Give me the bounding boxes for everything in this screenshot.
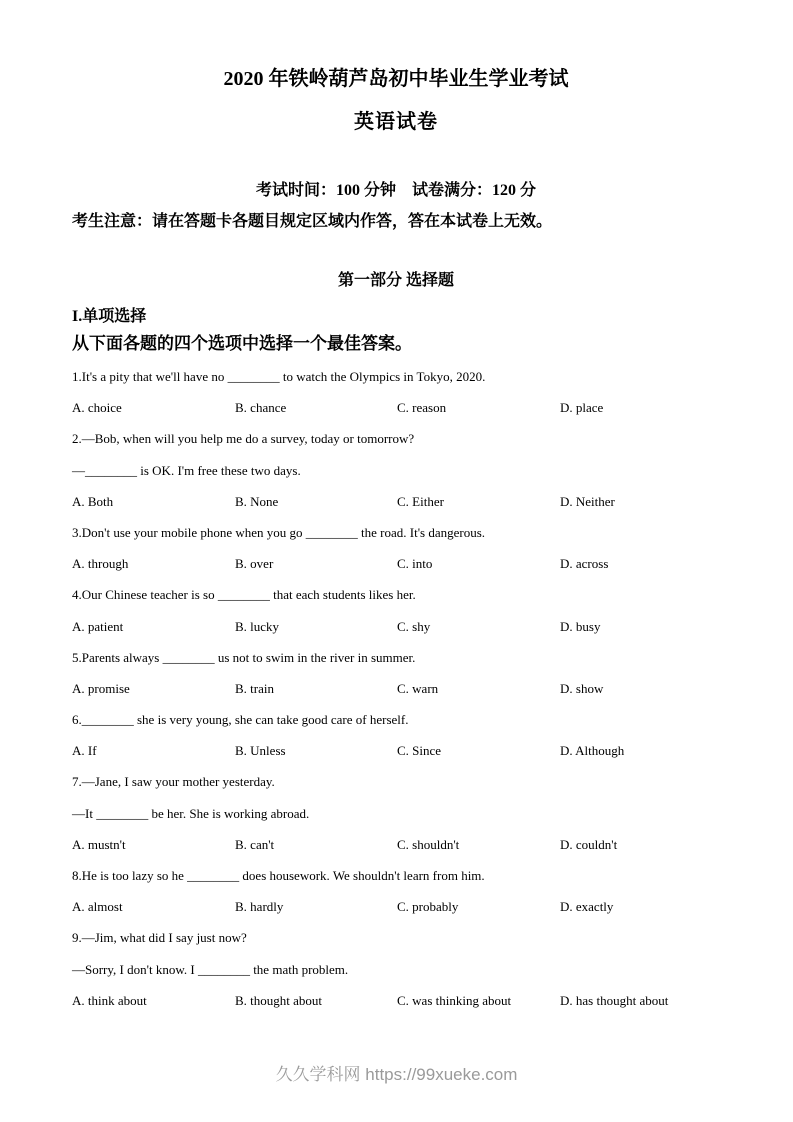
question-1-option-A: A. choice [72,400,122,416]
section-instruction: 从下面各题的四个选项中选择一个最佳答案。 [72,334,412,353]
question-1-option-B: B. chance [235,400,287,416]
footer-watermark: 久久学科网 https://99xueke.com [275,1065,518,1084]
question-6-option-C: C. Since [397,743,442,759]
question-7-option-A: A. mustn't [72,836,126,852]
question-4-option-C: C. shy [397,618,431,634]
question-5-option-A: A. promise [72,680,130,696]
question-7-option-D: D. couldn't [560,836,618,852]
question-8-option-C: C. probably [397,899,459,915]
question-2-option-A: A. Both [72,493,114,509]
question-5-option-B: B. train [235,680,274,696]
question-2-option-D: D. Neither [560,493,615,509]
question-3-option-A: A. through [72,556,129,572]
section-heading-single-choice: I.单项选择 [72,308,147,325]
question-5-options-row [72,673,720,704]
question-6-option-B: B. Unless [235,743,286,759]
question-9-stem-line: 9.—Jim, what did I say just now? [72,930,247,946]
question-5-stem-line: 5.Parents always ________ us not to swim in the river in summer. [72,649,416,665]
question-2-option-C: C. Either [397,493,444,509]
question-7-option-B: B. can't [235,836,275,852]
question-1-stem-line: 1.It's a pity that we'll have no ________ to watch the Olympics in Tokyo, 2020. [72,369,486,384]
exam-subtitle: 英语试卷 [354,111,438,133]
questions-list [72,361,720,1016]
question-7-option-C: C. shouldn't [397,836,460,852]
question-8-option-A: A. almost [72,899,123,915]
question-9-options-row [72,985,720,1016]
question-9-option-A: A. think about [72,992,147,1008]
question-8-option-D: D. exactly [560,899,614,915]
question-4-stem-line: 4.Our Chinese teacher is so ________ that each students likes her. [72,587,416,603]
part-one-heading: 第一部分 选择题 [337,272,454,289]
question-8-option-B: B. hardly [235,899,284,915]
question-2-stem-line: —________ is OK. I'm free these two days. [72,462,301,478]
question-7-stem-line: —It ________ be her. She is working abroad. [72,805,310,821]
question-6-option-A: A. If [72,743,97,759]
question-2-options-row [72,486,720,517]
question-7-options-row [72,829,720,860]
question-4-options-row [72,611,720,642]
question-1-option-C: C. reason [397,400,447,416]
question-3-option-D: D. across [560,556,609,572]
question-4-option-B: B. lucky [235,618,280,634]
question-7-stem-line: 7.—Jane, I saw your mother yesterday. [72,774,275,790]
question-8-stem-line: 8.He is too lazy so he ________ does housework. We shouldn't learn from him. [72,868,485,883]
question-3-option-B: B. over [235,556,274,572]
question-5-option-D: D. show [560,680,604,696]
question-4-option-D: D. busy [560,618,601,634]
question-6-stem-line: 6.________ she is very young, she can take good care of herself. [72,712,409,728]
question-2-option-B: B. None [235,493,279,509]
question-9-option-C: C. was thinking about [397,992,512,1008]
question-1-options-row [72,392,720,423]
question-5-option-C: C. warn [397,680,439,696]
question-3-options-row [72,548,720,579]
candidate-notice: 考生注意：请在答题卡各题目规定区域内作答，答在本试卷上无效。 [72,213,553,230]
question-2-stem-line: 2.—Bob, when will you help me do a survey, today or tomorrow? [72,431,415,447]
question-6-option-D: D. Although [560,743,625,759]
question-4-option-A: A. patient [72,618,124,634]
question-3-option-C: C. into [397,556,433,572]
question-1-option-D: D. place [560,400,604,416]
question-9-option-B: B. thought about [235,992,323,1008]
exam-title: 2020 年铁岭葫芦岛初中毕业生学业考试 [223,68,569,90]
question-9-option-D: D. has thought about [560,992,669,1008]
question-9-stem-line: —Sorry, I don't know. I ________ the math problem. [72,961,349,977]
question-8-options-row [72,891,720,922]
exam-time-and-score: 考试时间：100 分钟 试卷满分：120 分 [255,182,536,199]
question-6-options-row [72,735,720,766]
question-3-stem-line: 3.Don't use your mobile phone when you go ________ the road. It's dangerous. [72,524,486,540]
